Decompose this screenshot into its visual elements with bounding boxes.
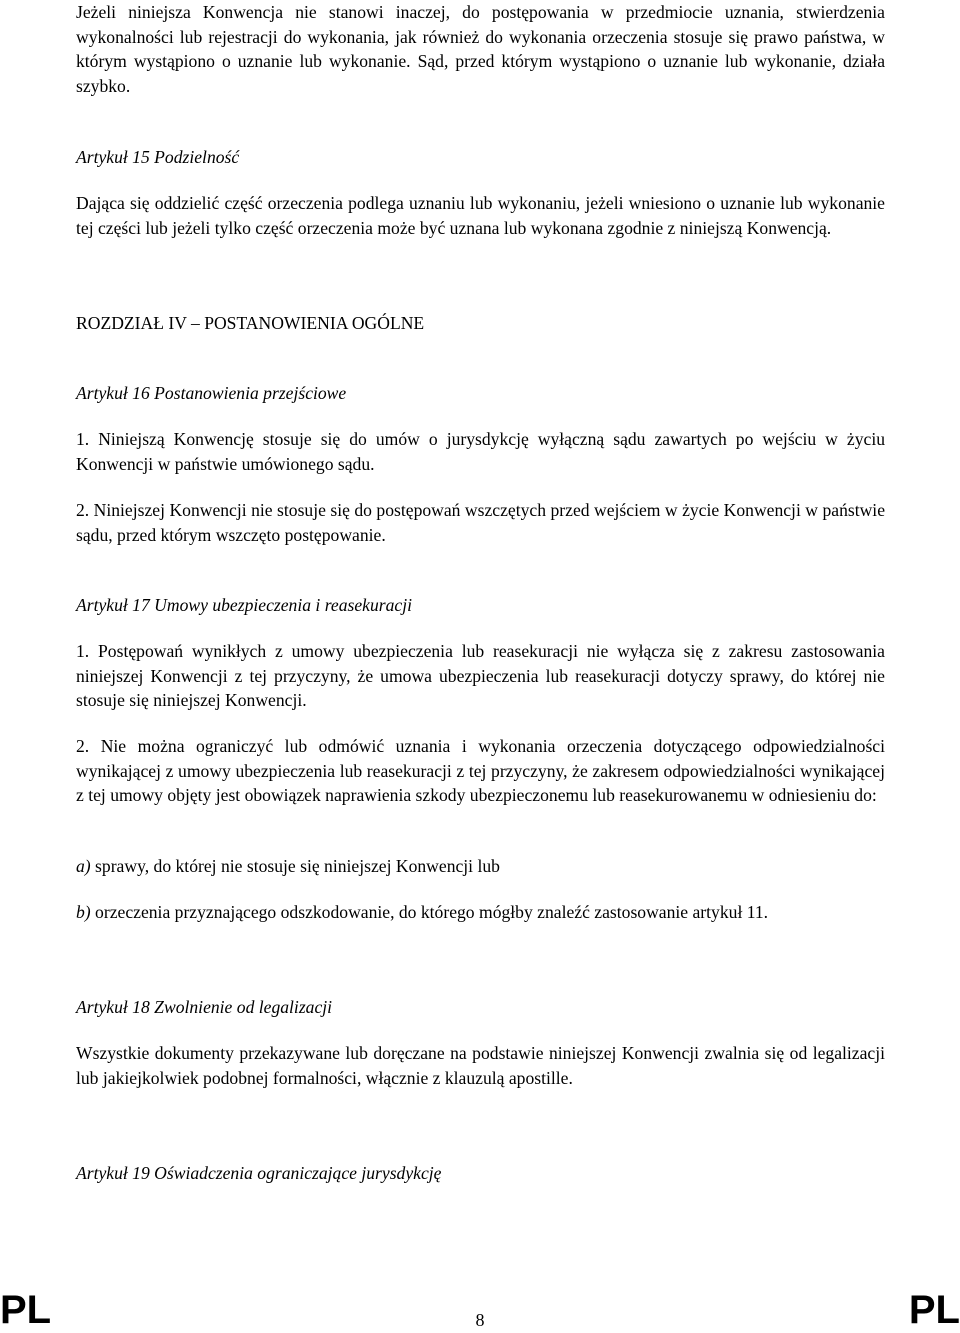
article-15-text: Dająca się oddzielić część orzeczenia podlega uznaniu lub wykonaniu, jeżeli wniesiono o uznanie lub wykonanie tej części lub jeżeli tylko część orzeczenia może być uznana lub wykonana zgodnie z niniejszą Konwencją.	[76, 193, 885, 238]
item-a-label: a)	[76, 856, 91, 876]
article-19-heading: Artykuł 19 Oświadczenia ograniczające jurysdykcję	[76, 1163, 442, 1183]
article-16-heading: Artykuł 16 Postanowienia przejściowe	[76, 383, 347, 403]
page-number: 8	[475, 1310, 485, 1330]
item-b-label: b)	[76, 902, 91, 922]
item-a-text: sprawy, do której nie stosuje się niniejszej Konwencji lub	[90, 856, 500, 876]
language-code-left: PL	[0, 1288, 52, 1332]
article-17-paragraph-2: 2. Nie można ograniczyć lub odmówić uznania i wykonania orzeczenia dotyczącego odpowiedzialności wynikającej z umowy ubezpieczenia lub reasekuracji z tej przyczyny, że zakresem odpowiedzialności wynikającej z tej umowy objęty jest obowiązek naprawienia szkody ubezpieczonemu lub reasekurowanemu w odniesieniu do:	[76, 736, 885, 805]
article-15-heading: Artykuł 15 Podzielność	[76, 147, 240, 167]
article-17-heading: Artykuł 17 Umowy ubezpieczenia i reasekuracji	[76, 595, 412, 615]
article-16-paragraph-2: 2. Niniejszej Konwencji nie stosuje się do postępowań wszczętych przed wejściem w życie Konwencji w państwie sądu, przed którym wszczęto postępowanie.	[76, 500, 885, 545]
article-18-text: Wszystkie dokumenty przekazywane lub doręczane na podstawie niniejszej Konwencji zwalnia się od legalizacji lub jakiejkolwiek podobnej formalności, włącznie z klauzulą apostille.	[76, 1043, 885, 1088]
intro-paragraph: Jeżeli niniejsza Konwencja nie stanowi inaczej, do postępowania w przedmiocie uznania, stwierdzenia wykonalności lub rejestracji do wykonania, jak również do wykonania orzeczenia stosuje się prawo państwa, w którym wystąpiono o uznanie lub wykonanie. Sąd, przed którym wystąpiono o uznanie lub wykonanie, działa szybko.	[76, 2, 885, 96]
item-b-text: orzeczenia przyznającego odszkodowanie, do którego mógłby znaleźć zastosowanie artykuł 11.	[90, 902, 769, 922]
language-code-right: PL	[908, 1288, 960, 1332]
article-18-heading: Artykuł 18 Zwolnienie od legalizacji	[76, 997, 333, 1017]
chapter-heading: ROZDZIAŁ IV – POSTANOWIENIA OGÓLNE	[76, 313, 425, 333]
article-16-paragraph-1: 1. Niniejszą Konwencję stosuje się do umów o jurysdykcję wyłączną sądu zawartych po wejściu w życiu Konwencji w państwie umówionego sądu.	[76, 429, 885, 474]
article-17-item-a	[76, 854, 885, 879]
article-17-item-b	[76, 900, 885, 925]
article-17-paragraph-1: 1. Postępowań wynikłych z umowy ubezpieczenia lub reasekuracji nie wyłącza się z zakresu zastosowania niniejszej Konwencji z tej przyczyny, że umowa ubezpieczenia lub reasekuracji dotyczy sprawy, do której nie stosuje się niniejszej Konwencji.	[76, 641, 885, 710]
